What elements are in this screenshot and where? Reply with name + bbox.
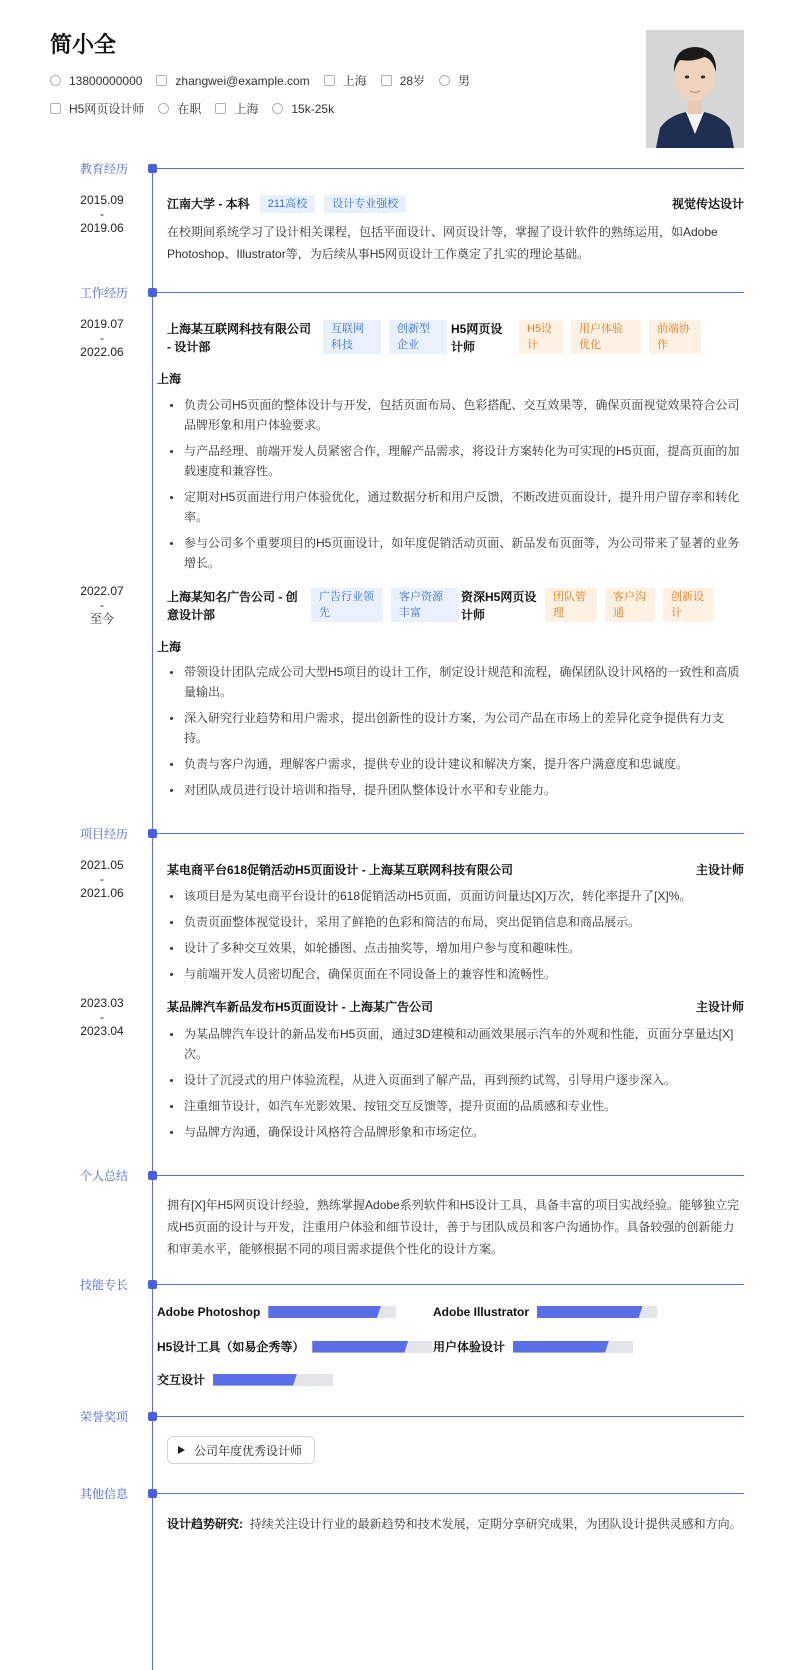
play-icon [178,1446,185,1454]
list-item: 参与公司多个重要项目的H5页面设计，如年度促销活动页面、新品发布页面等，为公司带来了显著的业务增长。 [167,533,744,573]
company-name: 上海某知名广告公司 - 创意设计部 [167,590,298,622]
company-tag: 创新型企业 [389,320,447,354]
timeline-rail [152,165,153,1670]
list-item: 对团队成员进行设计培训和指导，提升团队整体设计水平和专业能力。 [167,780,744,800]
gender-item [439,72,470,89]
award-item [167,1436,315,1464]
date-sep: - [100,331,104,345]
section-divider [157,1284,744,1285]
date-start: 2019.07 [80,317,124,331]
skill-bar-fill [537,1306,643,1318]
project-name: 某品牌汽车新品发布H5页面设计 - 上海某广告公司 [167,1000,434,1014]
work-entry-head [167,588,744,624]
education-description: 在校期间系统学习了设计相关课程，包括平面设计、网页设计等，掌握了设计软件的熟练运用，如Adobe Photoshop、Illustrator等，为后续从事H5网页设计工作奠定了扎实的理论基础。 [167,225,718,261]
date-start: 2023.03 [80,996,124,1010]
send-icon [50,103,61,114]
position-tag: 客户沟通 [605,588,655,622]
skill-bar [312,1341,432,1353]
phone-text: 13800000000 [69,73,143,88]
skill-item [157,1338,432,1355]
skill-bar [213,1374,333,1386]
age-item [381,72,425,89]
skill-item [157,1371,333,1388]
summary-text: 拥有[X]年H5网页设计经验，熟练掌握Adobe系列软件和H5设计工具，具备丰富的项目实战经验。能够独立完成H5页面的设计与开发，注重用户体验和细节设计，善于与团队成员和客户沟通协作。具备较强的创新能力和审美水平，能够根据不同的项目需求提供个性化的设计方案。 [167,1198,740,1256]
work-date [62,584,142,626]
work-bullets [167,395,744,579]
gender-icon [439,75,450,86]
skill-item [433,1338,633,1355]
work-bullets [167,662,744,806]
project-date [62,858,142,900]
skill-item [433,1305,657,1319]
work-location: 上海 [157,640,182,654]
section-marker [148,288,157,297]
section-divider [157,1175,744,1176]
section-marker [148,829,157,838]
profile-photo [646,30,744,148]
work-title: 工作经历 [80,286,129,300]
date-sep: - [100,598,104,612]
project-role: 主设计师 [695,863,744,877]
skill-bar [268,1306,396,1318]
skill-name: H5设计工具（如易企秀等） [157,1340,305,1354]
list-item: 为某品牌汽车设计的新品发布H5页面，通过3D建模和动画效果展示汽车的外观和性能，页面分享量达[X]次。 [167,1024,744,1064]
date-sep: - [100,872,104,886]
skill-name: 交互设计 [157,1373,206,1387]
skill-bar-fill [513,1341,609,1353]
project-bullets [167,1024,744,1148]
position-tag: 前端协作 [649,320,701,354]
section-marker [148,1412,157,1421]
list-item: 负责页面整体视觉设计，采用了鲜艳的色彩和简洁的布局，突出促销信息和商品展示。 [167,912,744,932]
section-marker [148,1280,157,1289]
job-row [50,100,348,117]
work-date [62,317,142,359]
education-section-header [0,160,794,178]
work-section-header [0,284,794,302]
company-tag: 广告行业领先 [311,588,383,622]
company-name: 上海某互联网科技有限公司 - 设计部 [167,322,312,354]
skill-name: 用户体验设计 [433,1340,506,1354]
date-start: 2022.07 [80,584,124,598]
date-sep: - [100,207,104,221]
skill-name: Adobe Photoshop [157,1305,261,1319]
date-end: 至今 [89,612,114,626]
position-tag: H5设计 [519,320,563,354]
major-name: 视觉传达设计 [671,197,744,211]
section-divider [157,292,744,293]
skills-section-header [0,1276,794,1294]
city-text: 上海 [342,74,367,88]
list-item: 负责公司H5页面的整体设计与开发，包括页面布局、色彩搭配、交互效果等，确保页面视觉效果符合公司品牌形象和用户体验要求。 [167,395,744,435]
candidate-name: 简小全 [50,32,117,57]
other-info [167,1514,744,1534]
list-item: 定期对H5页面进行用户体验优化，通过数据分析和用户反馈，不断改进页面设计，提升用户留存率和转化率。 [167,487,744,527]
date-start: 2021.05 [80,858,124,872]
list-item: 与前端开发人员密切配合，确保页面在不同设备上的兼容性和流畅性。 [167,964,744,984]
job-text: H5网页设计师 [69,102,145,116]
work-entry-head [167,320,744,356]
list-item: 该项目是为某电商平台设计的618促销活动H5页面，页面访问量达[X]万次，转化率提升了[X]%。 [167,886,744,906]
avatar [646,30,744,148]
target-city-item [215,100,258,117]
position-name: H5网页设计师 [451,322,503,354]
target-city-text: 上海 [234,102,259,116]
home-icon [324,75,335,86]
section-marker [148,1171,157,1180]
salary-text: 15k-25k [291,101,335,116]
position-tag: 用户体验优化 [571,320,641,354]
project-entry-head [167,861,744,879]
education-entry-head [167,195,744,213]
summary-section-header [0,1167,794,1185]
other-title: 其他信息 [80,1487,129,1501]
skill-name: Adobe Illustrator [433,1305,530,1319]
project-section-header [0,825,794,843]
status-icon [158,103,169,114]
skill-bar-fill [213,1374,297,1386]
other-text: 持续关注设计行业的最新趋势和技术发展，定期分享研究成果，为团队设计提供灵感和方向。 [249,1517,742,1531]
section-divider [157,1416,744,1417]
contact-row [50,72,484,89]
project-entry-head [167,998,744,1016]
skill-bar-fill [312,1341,408,1353]
date-end: 2023.04 [80,1024,124,1038]
section-divider [157,833,744,834]
skill-item [157,1305,396,1319]
project-bullets [167,886,744,990]
phone-item [50,74,142,88]
school-tag: 211高校 [260,195,316,213]
list-item: 设计了多种交互效果，如轮播图、点击抽奖等，增加用户参与度和趣味性。 [167,938,744,958]
company-tag: 互联网科技 [323,320,381,354]
email-text: zhangwei@example.com [175,73,310,88]
position-name: 资深H5网页设计师 [461,590,537,622]
work-location: 上海 [157,372,182,386]
phone-icon [50,75,61,86]
status-item [158,100,201,117]
position-tag: 创新设计 [663,588,713,622]
list-item: 注重细节设计，如汽车光影效果、按钮交互反馈等，提升页面的品质感和专业性。 [167,1096,744,1116]
skill-bar [537,1306,657,1318]
awards-section-header [0,1408,794,1426]
section-divider [157,168,744,169]
skill-bar-fill [268,1306,381,1318]
status-text: 在职 [177,102,202,116]
project-name: 某电商平台618促销活动H5页面设计 - 上海某互联网科技有限公司 [167,863,514,877]
summary-title: 个人总结 [80,1169,129,1183]
gender-text: 男 [458,74,471,88]
company-tag: 客户资源丰富 [391,588,459,622]
position-tag: 团队管理 [545,588,597,622]
awards-title: 荣誉奖项 [80,1410,129,1424]
date-end: 2022.06 [80,345,124,359]
salary-icon [272,103,283,114]
email-item [156,74,309,88]
education-date [62,193,142,235]
building-icon [215,103,226,114]
skills-title: 技能专长 [80,1278,129,1292]
date-end: 2019.06 [80,221,124,235]
section-marker [148,164,157,173]
project-date [62,996,142,1038]
education-title: 教育经历 [80,162,129,176]
calendar-icon [381,75,392,86]
project-role: 主设计师 [695,1000,744,1014]
job-item [50,100,144,117]
skill-bar [513,1341,633,1353]
list-item: 与品牌方沟通，确保设计风格符合品牌形象和市场定位。 [167,1122,744,1142]
date-sep: - [100,1010,104,1024]
list-item: 与产品经理、前端开发人员紧密合作，理解产品需求，将设计方案转化为可实现的H5页面，提高页面的加载速度和兼容性。 [167,441,744,481]
other-label: 设计趋势研究: [167,1517,243,1531]
date-start: 2015.09 [80,193,124,207]
list-item: 负责与客户沟通，理解客户需求，提供专业的设计建议和解决方案，提升客户满意度和忠诚度。 [167,754,744,774]
other-section-header [0,1485,794,1503]
project-title: 项目经历 [80,827,129,841]
section-divider [157,1493,744,1494]
resume-header [50,28,744,148]
list-item: 深入研究行业趋势和用户需求，提出创新性的设计方案，为公司产品在市场上的差异化竞争提供有力支持。 [167,708,744,748]
mail-icon [156,75,167,86]
age-text: 28岁 [399,74,426,88]
salary-item [272,102,334,116]
award-text: 公司年度优秀设计师 [194,1443,303,1458]
school-tag: 设计专业强校 [324,195,406,213]
section-marker [148,1489,157,1498]
date-end: 2021.06 [80,886,124,900]
city-item [324,72,367,89]
school-name: 江南大学 - 本科 [167,197,250,211]
list-item: 设计了沉浸式的用户体验流程，从进入页面到了解产品，再到预约试驾，引导用户逐步深入。 [167,1070,744,1090]
list-item: 带领设计团队完成公司大型H5项目的设计工作，制定设计规范和流程，确保团队设计风格的一致性和高质量输出。 [167,662,744,702]
